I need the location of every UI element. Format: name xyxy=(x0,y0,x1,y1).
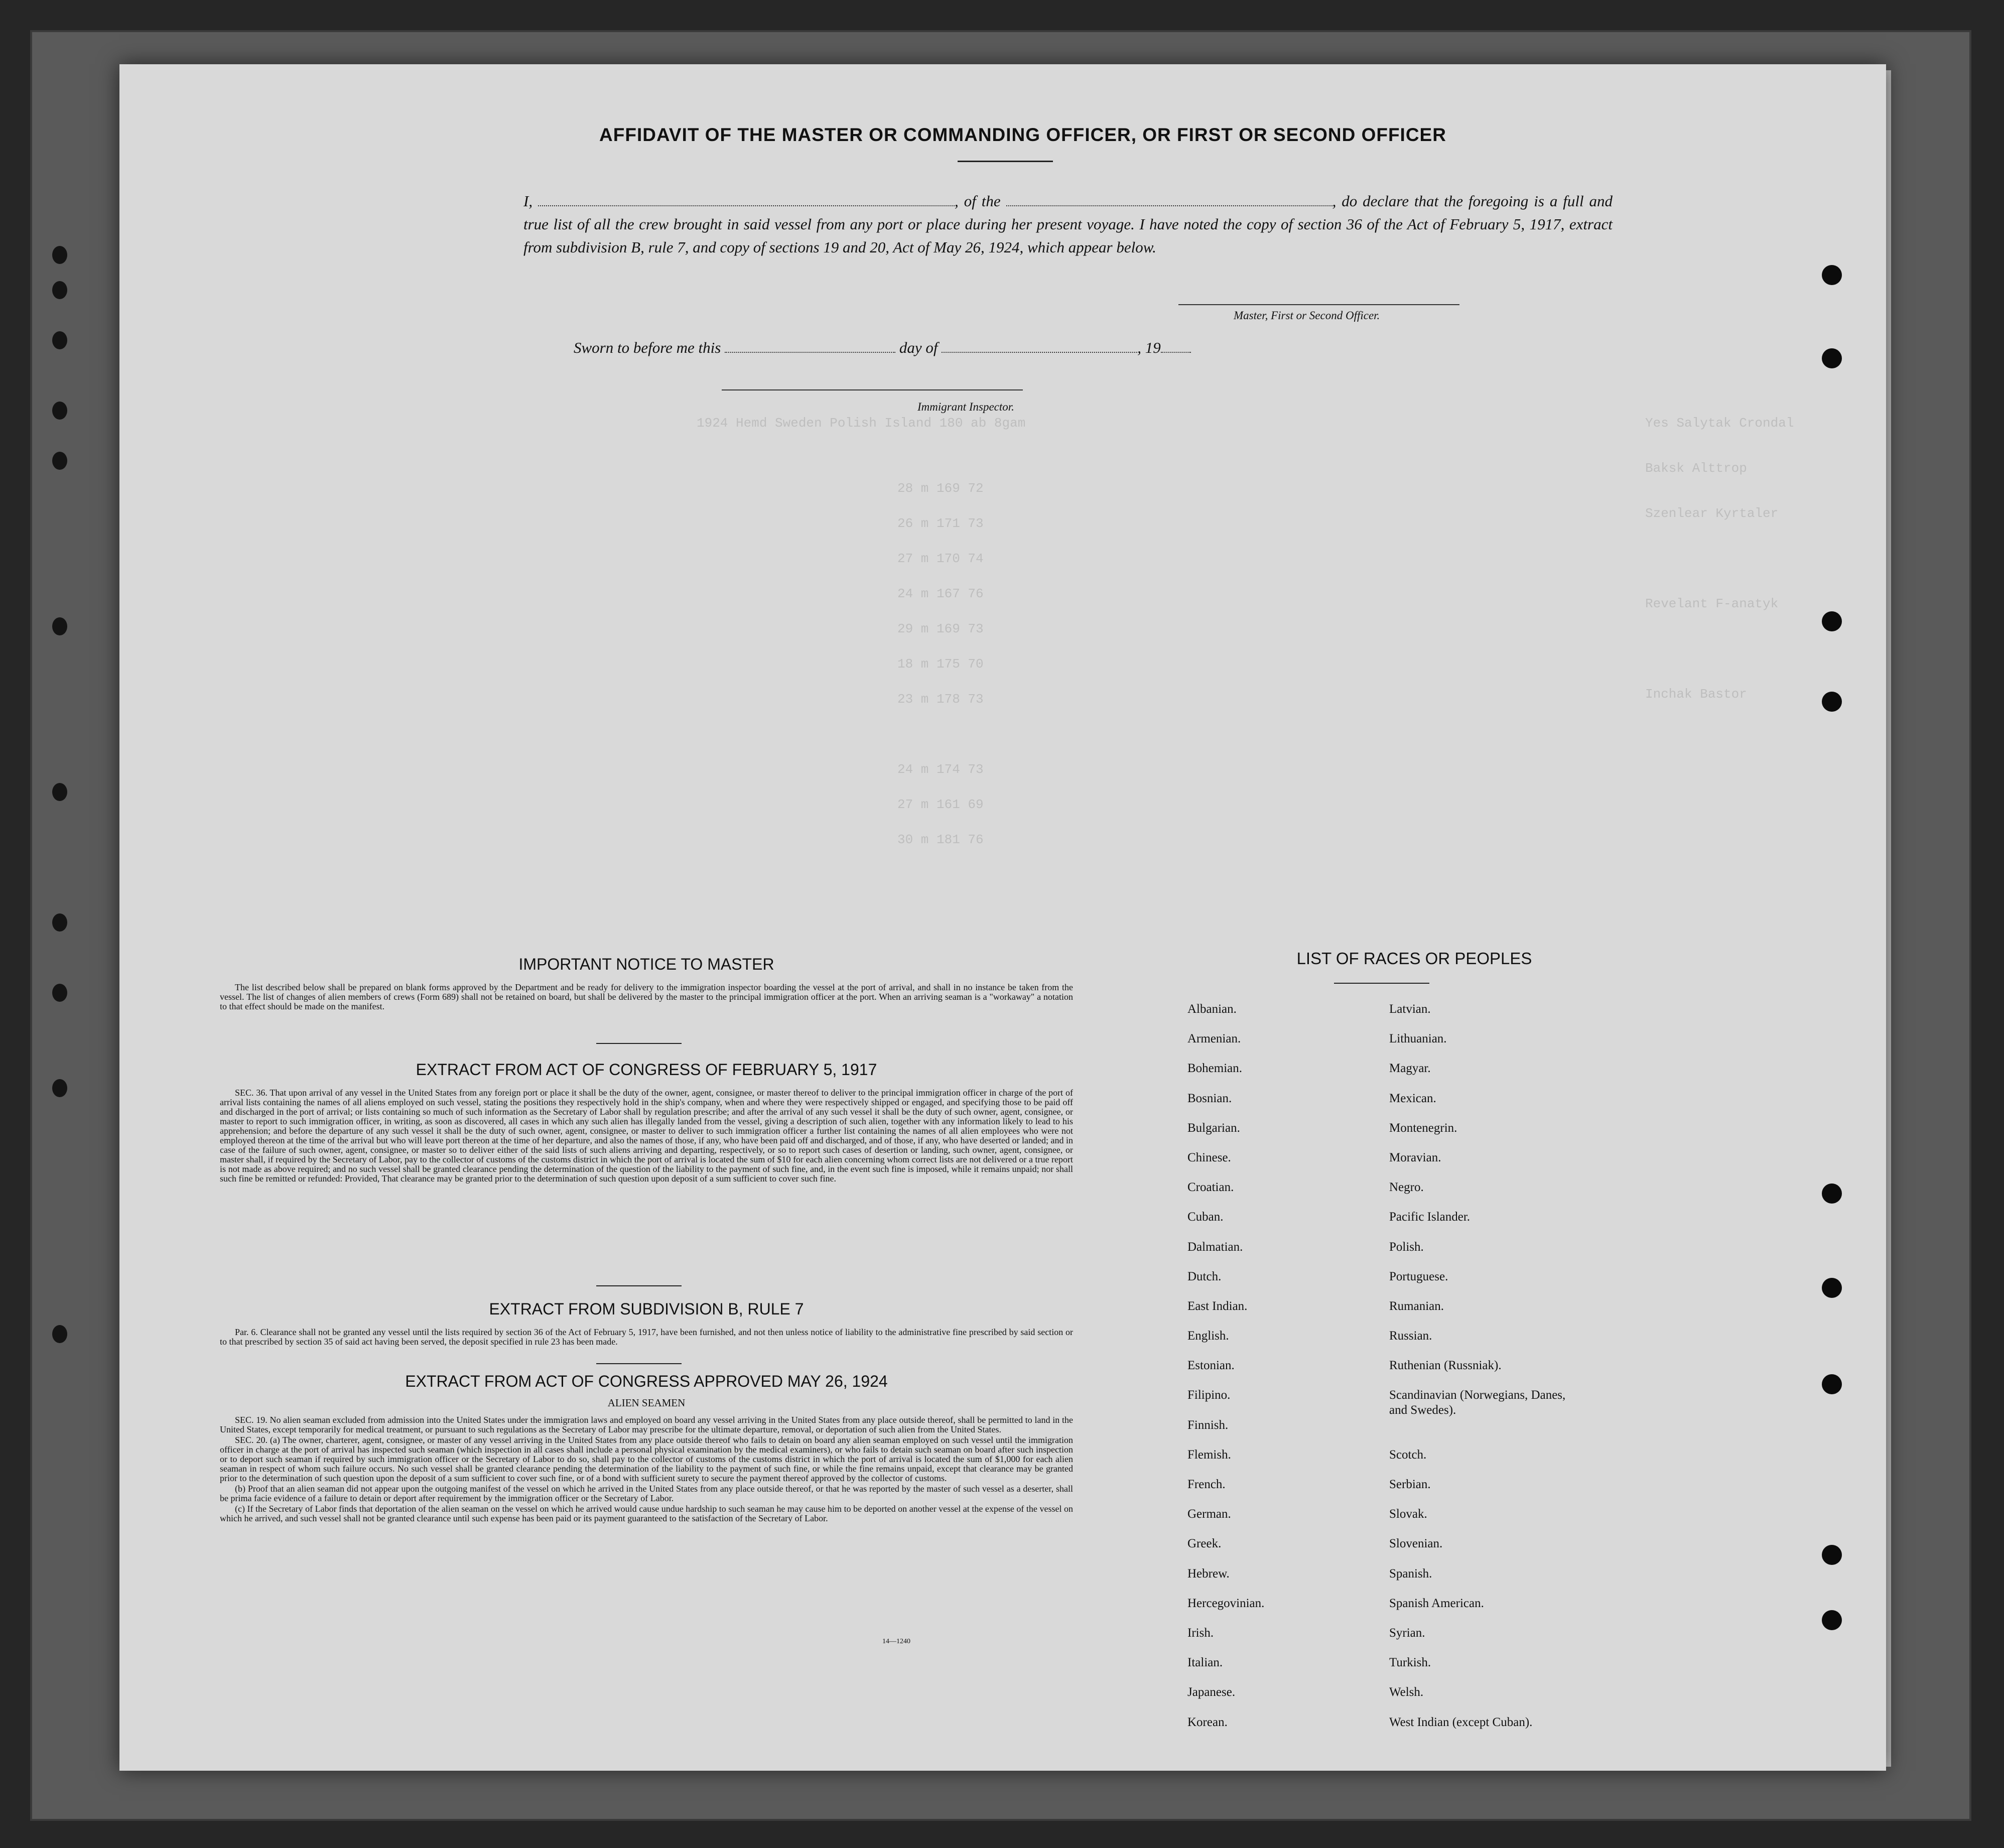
race-item: Serbian. xyxy=(1389,1478,1431,1492)
race-item: Korean. xyxy=(1187,1715,1228,1729)
decl-of-the: , of the xyxy=(955,192,1001,210)
race-item: Scotch. xyxy=(1389,1447,1427,1462)
race-item: Albanian. xyxy=(1187,1002,1237,1016)
bleed-through-text: 29 m 169 73 xyxy=(897,621,984,636)
sworn-year: , 19 xyxy=(1137,339,1161,356)
race-item: Turkish. xyxy=(1389,1656,1431,1670)
race-item: Croatian. xyxy=(1187,1180,1234,1195)
race-item: Slovenian. xyxy=(1389,1537,1443,1551)
bleed-through-text: 24 m 174 73 xyxy=(897,762,984,777)
race-item: Slovak. xyxy=(1389,1507,1427,1521)
bleed-through-text: 23 m 178 73 xyxy=(897,692,984,707)
bleed-through-text: 27 m 161 69 xyxy=(897,797,984,812)
master-signature-label: Master, First or Second Officer. xyxy=(1234,309,1380,322)
race-item: Montenegrin. xyxy=(1389,1121,1457,1135)
punch-hole xyxy=(1822,1183,1842,1204)
race-item: Mexican. xyxy=(1389,1091,1436,1105)
race-item: Armenian. xyxy=(1187,1032,1241,1046)
race-item: Cuban. xyxy=(1187,1210,1224,1224)
bleed-through-text: Inchak Bastor xyxy=(1645,687,1747,702)
binder-hole xyxy=(52,984,67,1002)
race-item: Bohemian. xyxy=(1187,1062,1243,1076)
name-blank[interactable] xyxy=(538,191,955,206)
affidavit-declaration xyxy=(523,190,1613,259)
race-item: Moravian. xyxy=(1389,1150,1441,1164)
race-item: Russian. xyxy=(1389,1329,1432,1343)
divider xyxy=(596,1363,682,1364)
bleed-through-text: 1924 Hemd Sweden Polish Island 180 ab 8gam xyxy=(697,416,1026,431)
notice-body xyxy=(220,983,1073,1012)
race-item: Magyar. xyxy=(1389,1062,1431,1076)
race-item: Negro. xyxy=(1389,1180,1424,1195)
races-underline xyxy=(1334,983,1429,984)
race-item: Syrian. xyxy=(1389,1626,1425,1640)
bleed-through-text: 26 m 171 73 xyxy=(897,516,984,531)
bleed-through-text: Revelant F-anatyk xyxy=(1645,596,1779,611)
extract-1924-body xyxy=(220,1415,1073,1524)
decl-do-declare: , do declare xyxy=(1332,192,1409,210)
race-item: Pacific Islander. xyxy=(1389,1210,1471,1224)
race-item: Hebrew. xyxy=(1187,1566,1230,1580)
race-item: Portuguese. xyxy=(1389,1269,1448,1283)
punch-hole xyxy=(1822,1374,1842,1394)
binder-hole xyxy=(52,1325,67,1343)
race-item: Filipino. xyxy=(1187,1388,1231,1402)
document-page xyxy=(119,64,1886,1771)
race-item: Finnish. xyxy=(1187,1418,1229,1432)
binder-hole xyxy=(52,617,67,635)
race-item: Italian. xyxy=(1187,1656,1223,1670)
race-item: Bulgarian. xyxy=(1187,1121,1240,1135)
punch-hole xyxy=(1822,1545,1842,1565)
bleed-through-text: 28 m 169 72 xyxy=(897,481,984,496)
vessel-blank[interactable] xyxy=(1006,191,1332,206)
race-item: Estonian. xyxy=(1187,1359,1235,1373)
divider xyxy=(596,1285,682,1286)
binder-hole xyxy=(52,402,67,420)
sworn-year-blank[interactable] xyxy=(1161,338,1191,353)
binder-hole xyxy=(52,452,67,470)
master-signature-line[interactable] xyxy=(1178,304,1459,305)
race-item: Latvian. xyxy=(1389,1002,1431,1016)
inspector-signature-line[interactable] xyxy=(722,389,1023,390)
notice-title: IMPORTANT NOTICE TO MASTER xyxy=(518,955,774,973)
sworn-month-blank[interactable] xyxy=(942,338,1137,353)
punch-hole xyxy=(1822,611,1842,631)
binder-hole xyxy=(52,281,67,299)
punch-hole xyxy=(1822,348,1842,368)
extract-1917-text: SEC. 36. That upon arrival of any vessel in the United States from any foreign port or place it shall be the duty of the owner, agent, consignee, or master thereof to deliver to the principal immigration officer in charge of the port of arrival lists containing the names of all aliens employed on such vessel, stating the positions they respectively hold in the ship's company, when and where they were respectively shipped or engaged, and specifying those to be paid off and discharged in the port of arrival; or lists containing so much of such information as the Secretary of Labor shall by regulation prescribe; and after the arrival of any such vessel it shall be the duty of such owner, agent, consignee, or master to report to such immigration officer, in writing, as soon as discovered, all cases in which any such alien has illegally landed from the vessel, giving a description of such alien, together with any information likely to lead to his apprehension; and before the departure of any such vessel it shall be the duty of such owner, agent, consignee, or master to deliver to such immigration officer a further list containing the names of all alien employees who were not employed thereon at the time of the arrival but who will leave port thereon at the time of her departure, and also the names of those, if any, who have been paid off and discharged, and of those, if any, who have deserted or landed; and in case of the failure of such owner, agent, consignee, or master so to deliver either of the said lists of such aliens arriving and departing, respectively, or so to report such cases of desertion or landing, such owner, agent, consignee, or master shall, if required by the Secretary of Labor, pay to the collector of customs of the customs district in which the port of arrival is located the sum of $10 for each alien concerning whom correct lists are not delivered or a true report is not made as above required; and no such vessel shall be granted clearance pending the determination of the question of the liability to the payment of such fine, and, in the event such fine is imposed, while it remains unpaid; nor shall such fine be remitted or refunded: Provided, That clearance may be granted prior to the determination of such question upon deposit of a sum sufficient to cover such fine. xyxy=(220,1088,1073,1183)
bleed-through-text: 27 m 170 74 xyxy=(897,551,984,566)
races-left-column xyxy=(1187,1002,1264,1745)
races-title: LIST OF RACES OR PEOPLES xyxy=(1296,949,1532,968)
affidavit-title: AFFIDAVIT OF THE MASTER OR COMMANDING OFFICER, OR FIRST OR SECOND OFFICER xyxy=(599,124,1446,145)
extract-rule7-title: EXTRACT FROM SUBDIVISION B, RULE 7 xyxy=(489,1300,804,1318)
binder-hole xyxy=(52,246,67,264)
binder-hole xyxy=(52,331,67,349)
bleed-through-text: 18 m 175 70 xyxy=(897,656,984,672)
extract-1924-title: EXTRACT FROM ACT OF CONGRESS APPROVED MAY 26, 1924 xyxy=(405,1372,888,1390)
extract-rule7-body xyxy=(220,1328,1073,1348)
sec20b-paragraph: (b) Proof that an alien seaman did not appear upon the outgoing manifest of the vessel on which he arrived in the United States from any place outside thereof, or that he was reported by the master of such vessel as a deserter, shall be prima facie evidence of a failure to detain or deport after requirement by the immigration officer or the Secretary of Labor. xyxy=(220,1484,1073,1503)
race-item: Rumanian. xyxy=(1389,1299,1444,1313)
extract-1917-body xyxy=(220,1088,1073,1184)
race-item: East Indian. xyxy=(1187,1299,1248,1313)
binder-hole xyxy=(52,913,67,932)
punch-hole xyxy=(1822,1610,1842,1630)
race-item: Lithuanian. xyxy=(1389,1032,1447,1046)
bleed-through-text: 30 m 181 76 xyxy=(897,832,984,847)
race-item: Japanese. xyxy=(1187,1685,1236,1699)
extract-1917-title: EXTRACT FROM ACT OF CONGRESS OF FEBRUARY 5, 1917 xyxy=(416,1061,877,1079)
title-underline xyxy=(958,161,1053,162)
race-item: Greek. xyxy=(1187,1537,1222,1551)
race-item: Dalmatian. xyxy=(1187,1240,1243,1254)
inspector-label: Immigrant Inspector. xyxy=(917,401,1014,413)
binder-hole xyxy=(52,783,67,801)
race-item: Bosnian. xyxy=(1187,1091,1232,1105)
race-item: English. xyxy=(1187,1329,1229,1343)
race-item: Scandinavian (Norwegians, Danes, and Swedes). xyxy=(1389,1388,1566,1417)
bleed-through-text: Baksk Alttrop xyxy=(1645,461,1747,476)
form-number: 14—1240 xyxy=(882,1638,910,1645)
race-item: Flemish. xyxy=(1187,1447,1231,1462)
extract-1924-subtitle: ALIEN SEAMEN xyxy=(607,1397,686,1409)
race-item: Welsh. xyxy=(1389,1685,1424,1699)
race-item: Hercegovinian. xyxy=(1187,1596,1265,1610)
race-item: French. xyxy=(1187,1478,1226,1491)
races-right-column xyxy=(1389,1002,1600,1745)
punch-hole xyxy=(1822,265,1842,285)
race-item: Dutch. xyxy=(1187,1269,1222,1283)
sworn-day-blank[interactable] xyxy=(725,338,895,353)
race-item: Ruthenian (Russniak). xyxy=(1389,1359,1502,1373)
race-item: Irish. xyxy=(1187,1626,1214,1640)
bleed-through-text: Yes Salytak Crondal xyxy=(1645,416,1794,431)
sec20a-paragraph: SEC. 20. (a) The owner, charterer, agent, consignee, or master of any vessel arriving in the United States from any place outside thereof who fails to detain on board any alien seaman employed on such vessel until the immigration officer in charge at the port of arrival has inspected such seaman (which inspection in all cases shall include a personal physical examination by the medical examiners), or who fails to detain such seaman on board after such inspection or to deport such seaman if required by such immigration officer or the Secretary of Labor to do so, shall pay to the collector of customs of the customs district in which the port of arrival is located the sum of $1,000 for each alien seaman in respect of whom such failure occurs. No such vessel shall be granted clearance pending the determination of the liability to the payment of such fine, or while the fine remains unpaid, except that clearance may be granted prior to the determination of such question upon the deposit of a sum sufficient to cover such fine, or of a bond with sufficient surety to secure the payment thereof approved by the collector of customs. xyxy=(220,1435,1073,1483)
punch-hole xyxy=(1822,1278,1842,1298)
notice-text: The list described below shall be prepared on blank forms approved by the Department and be ready for delivery to the immigration inspector boarding the vessel at the port of arrival, and shall in no instance be taken from the vessel. The list of changes of alien members of crews (Form 689) shall not be retained on board, but shall be delivered by the master to the principal immigration officer at the port. When an arriving seaman is a "workaway" a notation to that effect should be made on the manifest. xyxy=(220,982,1073,1011)
punch-hole xyxy=(1822,692,1842,712)
binder-hole xyxy=(52,1079,67,1097)
race-item: German. xyxy=(1187,1507,1231,1521)
race-item: Spanish. xyxy=(1389,1566,1432,1580)
decl-body: that the foregoing is a full and true list of all the crew brought in said vessel from any port or place during her present voyage. I have noted the copy of section 36 of the Act of February 5, 1917, extract from subdivision B, rule 7, and copy of sections 19 and 20, Act of May 26, 1924, which appear below. xyxy=(523,192,1613,256)
sec20c-paragraph: (c) If the Secretary of Labor finds that deportation of the alien seaman on the vessel on which he arrived would cause undue hardship to such seaman he may cause him to be deported on another vessel at the expense of the vessel on which he arrived, and such vessel shall not be granted clearance until such expense has been paid or its payment guaranteed to the satisfaction of the Secretary of Labor. xyxy=(220,1504,1073,1523)
race-item: Polish. xyxy=(1389,1240,1424,1254)
extract-rule7-text: Par. 6. Clearance shall not be granted any vessel until the lists required by section 36 of the Act of February 5, 1917, have been furnished, and not then unless notice of liability to the administrative fine prescribed by said section or to that prescribed by section 35 of said act having been served, the deposit specified in rule 23 has been made. xyxy=(220,1327,1073,1347)
sec19-paragraph: SEC. 19. No alien seaman excluded from admission into the United States under the immigration laws and employed on board any vessel arriving in the United States from any place outside thereof, shall be permitted to land in the United States, except temporarily for medical treatment, or pursuant to such regulations as the Secretary of Labor may prescribe for the ultimate departure, removal, or deportation of such alien from the United States. xyxy=(220,1415,1073,1434)
race-item: Chinese. xyxy=(1187,1150,1231,1164)
race-item: West Indian (except Cuban). xyxy=(1389,1715,1533,1729)
sworn-day-of: day of xyxy=(899,339,938,356)
decl-i: I, xyxy=(523,192,533,210)
sworn-prefix: Sworn to before me this xyxy=(574,339,721,356)
bleed-through-text: 24 m 167 76 xyxy=(897,586,984,601)
divider xyxy=(596,1043,682,1044)
bleed-through-text: Szenlear Kyrtaler xyxy=(1645,506,1779,521)
sworn-line xyxy=(574,338,1191,357)
race-item: Spanish American. xyxy=(1389,1596,1484,1610)
